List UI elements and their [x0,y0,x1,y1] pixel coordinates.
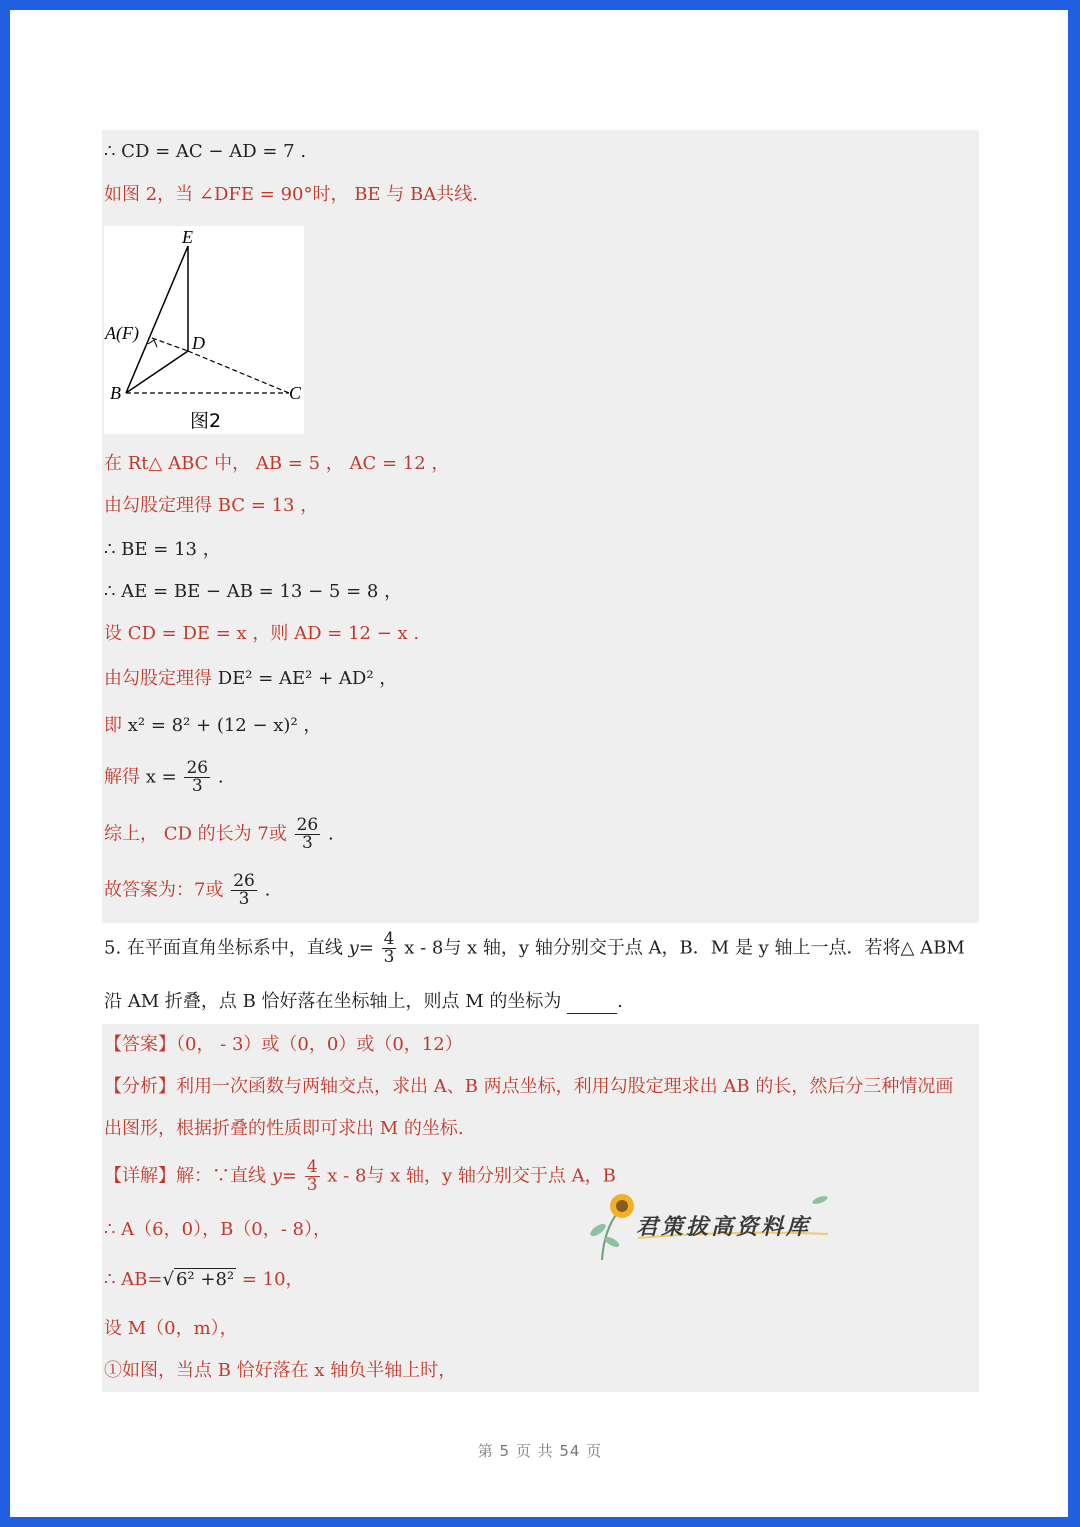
answer-blank [567,995,617,1014]
label-c: C [289,383,302,403]
ab-line: ∴ AB=√ 6² +8² = 10， [104,1269,304,1290]
line-bc: 由勾股定理得 BC = 13 ， [104,495,319,516]
fraction-26-3: $\frac{26}{3}$ [233,871,255,909]
figure-caption: 图2 [190,410,222,432]
line-figure2: 如图 2，当 ∠DFE = 90°时， BE 与 BA共线. [104,184,478,205]
triangle-diagram [104,226,304,434]
line-cd: ∴ CD = AC − AD = 7 . [104,141,307,162]
line-final-answer: 故答案为：7或 $\frac{26}{3}$ . [104,871,271,909]
question-5-line2: 沿 AM 折叠，点 B 恰好落在坐标轴上，则点 M 的坐标为 . [104,991,623,1012]
watermark-text: 君策拔高资料库 [636,1215,812,1240]
case1-line: ①如图，当点 B 恰好落在 x 轴负半轴上时， [104,1360,457,1381]
right-angle-mark [148,340,157,347]
label-af: A(F) [105,323,139,343]
fraction-26-3: $\frac{26}{3}$ [186,758,209,796]
answer-line: 【答案】（0， - 3）或（0，0）或（0，12） [104,1034,463,1055]
line-pythag: 由勾股定理得 DE² = AE² + AD² ， [104,668,398,689]
line-rt-abc: 在 Rt△ ABC 中， AB = 5 ， AC = 12 ， [104,453,450,474]
detail-line1: 【详解】解：∵直线 y= $\frac{4}{3}$ x - 8与 x 轴，y 轴分别交于点 A，B [104,1157,616,1195]
line-ae: ∴ AE = BE − AB = 13 − 5 = 8 ， [104,581,403,602]
analysis-line1: 【分析】利用一次函数与两轴交点，求出 A、B 两点坐标，利用勾股定理求出 AB 的长，然后分三种情况画 [104,1076,954,1097]
segment-dc [188,351,289,393]
segment-ad [152,338,188,351]
coords-line: ∴ A（6，0），B（0，- 8）， [104,1219,332,1240]
question-5-line1: 5. 在平面直角坐标系中，直线 y= $\frac{4}{3}$ x - 8与 x 轴，y 轴分别交于点 A，B．M 是 y 轴上一点．若将△ ABM [104,929,965,967]
figure-2 [104,226,304,434]
fraction-26-3: $\frac{26}{3}$ [296,815,319,853]
segment-eb [126,246,188,393]
fraction-4-3: $\frac{4}{3}$ [383,929,395,967]
set-m-line: 设 M（0，m）， [104,1318,238,1339]
label-e: E [182,227,193,247]
fraction-4-3: $\frac{4}{3}$ [306,1157,318,1195]
line-equation: 即 x² = 8² + (12 − x)² ， [104,715,322,736]
line-summary: 综上， CD 的长为 7或 $\frac{26}{3}$ . [104,815,334,853]
line-solve: 解得 x = $\frac{26}{3}$ . [104,758,224,796]
label-d: D [192,333,205,353]
label-b: B [110,383,121,403]
page-footer: 第 5 页 共 54 页 [477,1442,603,1460]
line-set-x: 设 CD = DE = x ，则 AD = 12 − x . [104,623,420,644]
line-be: ∴ BE = 13 ， [104,539,221,560]
analysis-line2: 出图形，根据折叠的性质即可求出 M 的坐标. [104,1118,464,1139]
